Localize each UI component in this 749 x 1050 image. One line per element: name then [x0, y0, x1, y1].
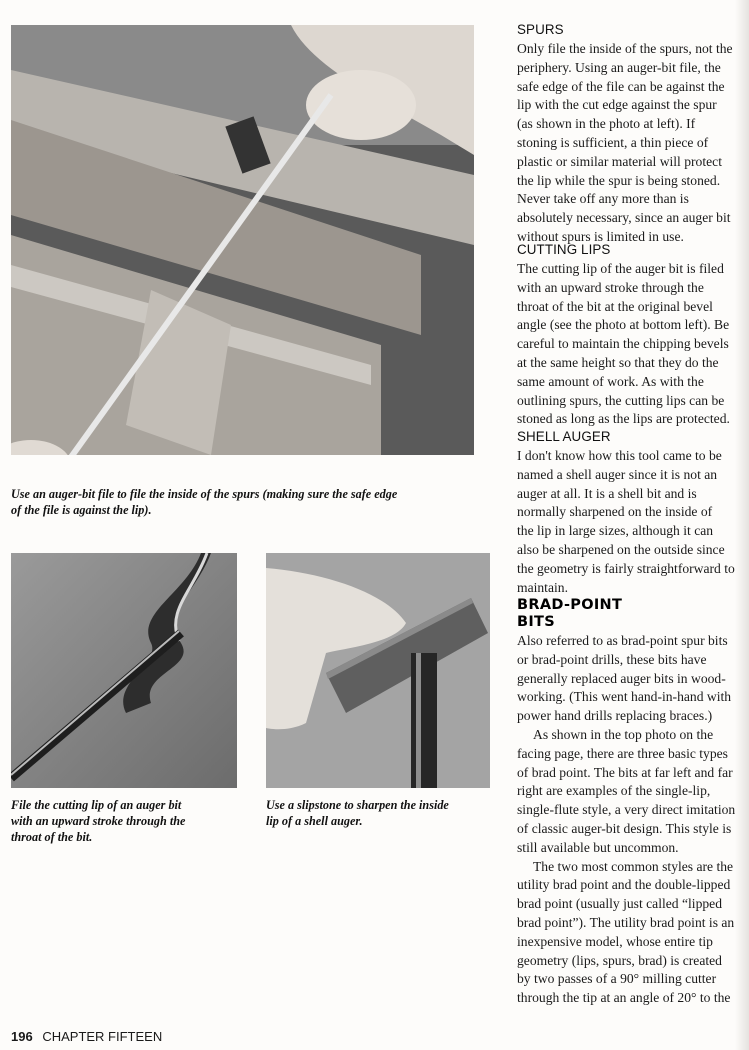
photo-slipstone-shell-auger	[266, 553, 490, 788]
text-line: outlining spurs, the cutting lips can be	[517, 392, 725, 408]
text-line: geometry (lips, spurs, brad) is created	[517, 952, 722, 968]
text-line: periphery. Using an auger-bit file, the	[517, 59, 721, 75]
text-line: single-flute style, a very direct imitation	[517, 802, 736, 818]
caption-line: of the file is against the lip).	[11, 503, 152, 517]
caption-line: with an upward stroke through the	[11, 814, 186, 828]
page-footer	[11, 1029, 162, 1044]
text-line: or brad-point drills, these bits have	[517, 651, 707, 667]
chapter-title: CHAPTER FIFTEEN	[42, 1029, 163, 1044]
text-line: The two most common styles are the	[533, 858, 734, 874]
photo-filing-cutting-lip	[11, 553, 237, 788]
heading-cutting-lips: CUTTING LIPS	[517, 242, 611, 257]
body-cutting-lips	[517, 260, 749, 429]
page-number: 196	[11, 1029, 33, 1044]
heading-brad-point-bits	[517, 597, 622, 631]
text-line: maintain.	[517, 579, 568, 595]
caption-bottom-right-photo	[266, 797, 501, 829]
text-line: Never take off any more than is	[517, 191, 689, 207]
text-line: Also referred to as brad-point spur bits	[517, 633, 728, 648]
text-line: absolutely necessary, since an auger bit	[517, 210, 731, 226]
text-line: safe edge of the file can be against the	[517, 78, 725, 94]
text-line: careful to maintain the chipping bevels	[517, 336, 729, 352]
text-line: generally replaced auger bits in wood-	[517, 670, 726, 686]
text-line: auger at all. It is a shell bit and is	[517, 485, 697, 501]
caption-bottom-left-photo	[11, 797, 251, 845]
text-line: As shown in the top photo on the	[533, 726, 714, 742]
text-line: the lip in large sizes, although it can	[517, 523, 714, 539]
body-shell-auger	[517, 447, 749, 597]
caption-top-photo	[11, 486, 481, 518]
text-line: the geometry is fairly straightforward to	[517, 560, 735, 576]
caption-line: File the cutting lip of an auger bit	[11, 798, 182, 812]
heading-shell-auger: SHELL AUGER	[517, 429, 611, 444]
caption-line: lip of a shell auger.	[266, 814, 363, 828]
text-line: angle (see the photo at bottom left). Be	[517, 317, 730, 333]
text-line: still available but uncommon.	[517, 839, 679, 855]
text-line: power hand drills replacing braces.)	[517, 708, 713, 724]
caption-line: throat of the bit.	[11, 830, 93, 844]
text-line: the lip while the spur is being stoned.	[517, 172, 721, 188]
text-line: brad point”). The utility brad point is an	[517, 914, 735, 930]
body-brad-point-bits	[517, 632, 749, 1008]
text-line: of classic auger-bit design. This style is	[517, 820, 732, 836]
text-line: facing page, there are three basic types	[517, 745, 728, 761]
text-line: with an upward stroke through the	[517, 279, 704, 295]
caption-line: Use a slipstone to sharpen the inside	[266, 798, 449, 812]
text-line: (as shown in the photo at left). If	[517, 116, 696, 132]
text-line: same amount of work. As with the	[517, 373, 704, 389]
text-line: I don't know how this tool came to be	[517, 448, 722, 463]
text-line: stoned as long as the lips are protected.	[517, 411, 730, 427]
text-line: also be sharpened on the outside since	[517, 541, 725, 557]
text-line: of brad point. The bits at far left and far	[517, 764, 733, 780]
heading-line: BITS	[517, 614, 555, 630]
text-line: brad point (usually just called “lipped	[517, 896, 722, 912]
caption-line: Use an auger-bit file to file the inside of the spurs (making sure the safe edge	[11, 487, 398, 501]
text-line: working. (This went hand-in-hand with	[517, 689, 732, 705]
text-line: right are examples of the single-lip,	[517, 783, 711, 799]
text-line: The cutting lip of the auger bit is filed	[517, 261, 724, 276]
heading-spurs: SPURS	[517, 22, 564, 37]
text-line: plastic or similar material will protect	[517, 153, 722, 169]
photo-filing-spurs	[11, 25, 474, 455]
text-line: utility brad point and the double-lipped	[517, 877, 731, 893]
text-line: stoning is sufficient, a thin piece of	[517, 134, 709, 150]
text-line: normally sharpened on the inside of	[517, 504, 713, 520]
text-line: Only file the inside of the spurs, not the	[517, 41, 733, 56]
body-spurs	[517, 40, 749, 247]
text-line: at the same height so that they do the	[517, 354, 719, 370]
text-line: lip with the cut edge against the spur	[517, 97, 717, 113]
text-line: inexpensive model, whose entire tip	[517, 933, 713, 949]
text-line: without spurs is limited in use.	[517, 228, 684, 244]
heading-line: BRAD-POINT	[517, 597, 623, 613]
text-line: throat of the bit at the original bevel	[517, 298, 713, 314]
text-line: by two passes of a 90° milling cutter	[517, 971, 717, 987]
text-line: named a shell auger since it is not an	[517, 466, 718, 482]
text-line: through the tip at an angle of 20° to the	[517, 990, 731, 1006]
